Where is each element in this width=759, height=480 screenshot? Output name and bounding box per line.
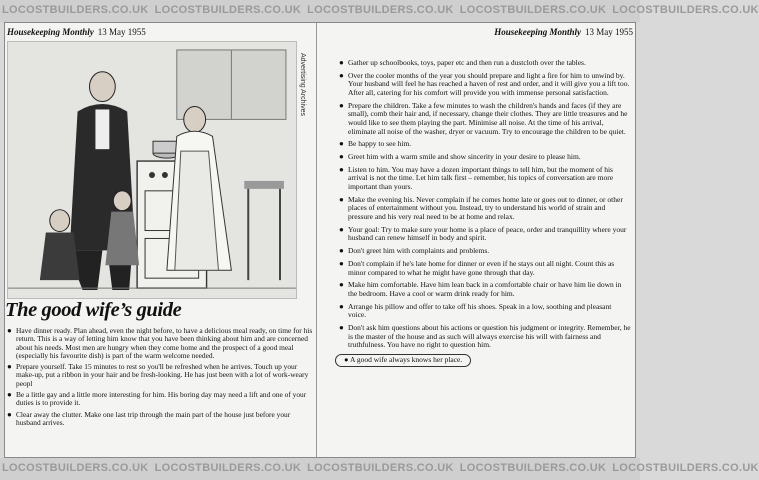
list-item: ● Listen to him. You may have a dozen important things to tell him, but the moment of his arrival is not the time. Let him talk first – remember, his topics of conversation are more important than yours. [339, 164, 614, 192]
bullet-icon: ● [339, 58, 344, 67]
bullet-icon: ● [339, 301, 344, 311]
bullet-icon: ● [7, 409, 12, 419]
list-item: ● Prepare yourself. Take 15 minutes to rest so you'll be refreshed when he arrives. Touch up your make-up, put a ribbon in your hair and be fresh-looking. He has just been with a lot of work-weary peopl [7, 362, 309, 388]
page-title: The good wife’s guide [5, 299, 182, 321]
bullet-icon: ● [339, 70, 344, 80]
list-item: ● Clear away the clutter. Make one last trip through the main part of the house just before your husband arrives. [7, 409, 291, 427]
running-head-left [5, 23, 316, 37]
issue-date: 13 May 1955 [97, 27, 146, 37]
list-item: ● Over the cooler months of the year you should prepare and light a fire for him to unwind by. Your husband will feel he has reached a haven of rest and order, and it will give you a lift too. After all, catering for his comfort will provide you with immense personal satisfaction. [339, 70, 630, 97]
watermark-text: LOCOSTBUILDERS.CO.UK [459, 4, 607, 16]
list-item: ● Don't ask him questions about his actions or question his judgment or integrity. Remember, he is the master of the house and as such will always exercise his will with fairness and truthfulness. You have no right to question him. [339, 323, 631, 350]
circled-highlight: ● A good wife always knows her place. [335, 354, 471, 367]
left-page [5, 23, 317, 457]
list-item: ● Prepare the children. Take a few minutes to wash the children's hands and faces (if they are small), comb their hair and, if necessary, change their clothes. They are little treasures and he would like to see them playing the part. Minimise all noise. At the time of his arrival, eliminate all noise of the washer, dryer or vacuum. Try to encourage the children to be quiet. [339, 100, 628, 136]
watermark-row [0, 0, 759, 16]
watermark-band-bottom [0, 458, 759, 480]
watermark-text: LOCOSTBUILDERS.CO.UK [154, 462, 302, 474]
bullet-icon: ● [339, 280, 344, 290]
watermark-text: LOCOSTBUILDERS.CO.UK [459, 462, 607, 474]
right-page [335, 23, 635, 457]
bullet-icon: ● [7, 362, 12, 372]
list-item: ● Have dinner ready. Plan ahead, even the night before, to have a delicious meal ready, on time for his return. This is a way of letting him know that you have been thinking about him and are concerned about his needs. Most men are hungry when they come home and the prospect of a good meal (especially his favourite dish) is part of the warm welcome needed. [7, 326, 313, 360]
watermark-text: LOCOSTBUILDERS.CO.UK [307, 4, 454, 16]
magazine-name: Housekeeping Monthly [494, 27, 581, 37]
watermark-text: LOCOSTBUILDERS.CO.UK [612, 4, 759, 16]
bullet-icon: ● [339, 323, 344, 333]
list-item: ● Your goal: Try to make sure your home is a place of peace, order and tranquillity where your husband can renew himself in body and spirit. [339, 224, 627, 243]
list-item: ● Gather up schoolbooks, toys, paper etc and then run a dustcloth over the tables. [339, 58, 586, 67]
watermark-text: LOCOSTBUILDERS.CO.UK [612, 462, 759, 474]
list-item: ● Don't complain if he's late home for dinner or even if he stays out all night. Count this as minor compared to what he might have gone through that day. [339, 258, 615, 277]
list-item: ● Make him comfortable. Have him lean back in a comfortable chair or have him lie down in the bedroom. Have a cool or warm drink ready for him. [339, 280, 622, 298]
list-item: ● Greet him with a warm smile and show sincerity in your desire to please him. [339, 152, 581, 162]
bullet-icon: ● [339, 152, 344, 162]
guide-list-left [7, 327, 313, 430]
list-item: ● Arrange his pillow and offer to take off his shoes. Speak in a low, soothing and pleasant voice. [339, 301, 612, 320]
bullet-icon: ● [339, 100, 344, 110]
bullet-icon: ● [339, 246, 344, 256]
vintage-illustration [7, 41, 297, 299]
watermark-band-top [0, 0, 759, 22]
illustration-credit: Advertising Archives [299, 53, 306, 117]
bullet-icon: ● [339, 164, 344, 174]
kitchen-scene-illustration [8, 42, 296, 298]
list-item: ● Be happy to see him. [339, 139, 412, 149]
bullet-icon: ● [7, 326, 12, 335]
bullet-icon: ● [339, 258, 344, 268]
watermark-text: LOCOSTBUILDERS.CO.UK [154, 4, 302, 16]
watermark-row [0, 458, 759, 474]
list-item: ● Make the evening his. Never complain if he comes home late or goes out to dinner, or other places of entertainment without you. Instead, try to understand his world of strain and pressure and his very real need to be at home and relax. [339, 194, 623, 222]
list-item: ● Be a little gay and a little more interesting for him. His boring day may need a lift and one of your duties is to provide it. [7, 390, 307, 408]
list-item: ● Don't greet him with complaints and problems. [339, 246, 490, 256]
watermark-text: LOCOSTBUILDERS.CO.UK [307, 462, 454, 474]
running-head-right [492, 23, 633, 37]
bullet-icon: ● [339, 139, 344, 149]
issue-date: 13 May 1955 [585, 27, 633, 37]
magazine-name: Housekeeping Monthly [7, 27, 94, 37]
magazine-page-scan [4, 22, 636, 458]
watermark-text: LOCOSTBUILDERS.CO.UK [2, 462, 149, 474]
highlighted-list-item [339, 354, 631, 367]
watermark-text: LOCOSTBUILDERS.CO.UK [2, 4, 149, 16]
guide-list-right [339, 59, 631, 371]
bullet-icon: ● [339, 224, 344, 234]
bullet-icon: ● [7, 390, 12, 400]
bullet-icon: ● [339, 194, 344, 204]
